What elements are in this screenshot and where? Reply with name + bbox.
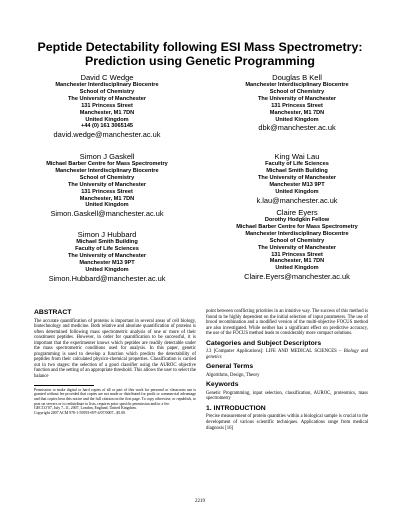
author-block-hubbard <box>12 230 202 283</box>
general-terms-heading: General Terms <box>206 363 254 371</box>
author-affiliation-line: The University of Manchester <box>257 244 337 251</box>
author-email: Simon.Gaskell@manchester.ac.uk <box>50 209 164 219</box>
keywords-heading: Keywords <box>206 381 239 389</box>
author-affiliation-line: Faculty of Life Sciences <box>75 245 139 252</box>
author-affiliation-line: The University of Manchester <box>257 174 337 181</box>
author-affiliation-line: 131 Princess Street <box>271 251 323 258</box>
author-affiliation-line: 131 Princess Street <box>271 102 323 109</box>
categories-text <box>206 349 368 360</box>
author-affiliation-line: Manchester, M1 7DN <box>269 258 325 265</box>
author-block-wedge <box>12 73 202 139</box>
author-email: Simon.Hubbard@manchester.ac.uk <box>48 273 166 283</box>
copyright-notice: Copyright 2007 ACM 978-1-59593-697-4/07/0007...$5.00. <box>34 411 127 416</box>
author-affiliation-line: Manchester Interdisciplinary Biocentre <box>245 82 349 88</box>
author-email: david.wedge@manchester.ac.uk <box>53 130 161 140</box>
author-affiliation-line: Manchester Interdisciplinary Biocentre <box>55 82 159 88</box>
author-affiliation-line: Manchester M13 9PT <box>269 181 325 188</box>
author-name: David C Wedge <box>80 73 134 82</box>
abstract-text: The accurate quantification of proteins is important in several areas of cell biology, biotechnology and medicine. Both relative and absolute quantification of proteins is often determined following mass spectrometric analysis of one or more of their constituent peptides. However, in order for quantification to be successful, it is important that the experimenter knows which peptides are readily detectable under the mass spectrometric conditions used for analysis. In this paper, genetic programming is used to develop a function which predicts the detectability of peptides from their calculated physico-chemical properties. Classification is carried out in two stages: the selection of a good classifier using the AUROC objective function and the setting of an appropriate threshold. This allows the user to select the balance <box>34 318 196 379</box>
author-affiliation-line: United Kingdom <box>85 202 129 209</box>
author-email: Claire.Eyers@manchester.ac.uk <box>244 272 350 282</box>
author-block-kell <box>202 73 392 132</box>
author-affiliation-line: The University of Manchester <box>67 181 147 188</box>
categories-heading: Categories and Subject Descriptors <box>206 339 322 347</box>
author-email: dbk@manchester.ac.uk <box>258 123 336 133</box>
author-affiliation-line: Michael Barber Centre for Mass Spectrometry <box>236 223 358 230</box>
abstract-heading: ABSTRACT <box>34 309 72 316</box>
author-name: King Wai Lau <box>274 152 320 161</box>
footnote-rule <box>34 385 94 386</box>
author-email: k.lau@manchester.ac.uk <box>256 195 338 205</box>
categories-prefix: J.3 [Computer Applications]: LIFE AND MEDICAL SCIENCES – <box>206 349 344 355</box>
author-affiliation-line: +44 (0) 161 3065145 <box>80 123 134 130</box>
categories-italic: Biology and genetics <box>206 349 368 360</box>
author-affiliation-line: The University of Manchester <box>257 95 337 102</box>
author-affiliation-line: Faculty of Life Sciences <box>265 161 329 167</box>
author-affiliation-line: United Kingdom <box>275 116 319 123</box>
author-affiliation-line: Manchester Interdisciplinary Biocentre <box>245 230 349 237</box>
author-affiliation-line: United Kingdom <box>85 266 129 273</box>
author-affiliation-line: Dorothy Hodgkin Fellow <box>264 217 330 223</box>
author-affiliation-line: Manchester, M1 7DN <box>269 109 325 116</box>
author-affiliation-line: School of Chemistry <box>269 88 325 95</box>
author-affiliation-line: 131 Princess Street <box>81 102 133 109</box>
general-terms-text: Algorithms, Design, Theory <box>206 372 260 378</box>
author-affiliation-line: Manchester M13 9PT <box>79 259 135 266</box>
author-block-gaskell <box>12 152 202 218</box>
author-block-lau <box>202 152 392 205</box>
author-affiliation-line: The University of Manchester <box>67 252 147 259</box>
author-affiliation-line: 131 Princess Street <box>81 188 133 195</box>
abstract-continuation: point between conflicting priorities in an intuitive way. The success of this method is found to be highly dependent on the initial selection of input parameters. The use of brood recombination and a modified version of the multi-objective FOCUS method are also investigated. While neither has a significant effect on predictive accuracy, the use of the FOCUS method leads to considerably more compact solutions. <box>206 309 368 337</box>
author-name: Claire Eyers <box>276 208 318 217</box>
author-affiliation-line: School of Chemistry <box>79 174 135 181</box>
author-affiliation-line: United Kingdom <box>275 188 319 195</box>
author-affiliation-line: Michael Barber Centre for Mass Spectrometry <box>46 161 168 167</box>
author-affiliation-line: Michael Smith Building <box>266 167 328 174</box>
author-affiliation-line: The University of Manchester <box>67 95 147 102</box>
introduction-heading: 1. INTRODUCTION <box>206 404 266 412</box>
author-affiliation-line: School of Chemistry <box>79 88 135 95</box>
author-affiliation-line: Michael Smith Building <box>76 239 138 245</box>
introduction-text: Precise measurement of protein quantities within a biological sample is crucial to the development of various scientific techniques. Applications range from medical diagnosis [16] <box>206 414 368 431</box>
left-column <box>34 309 196 416</box>
author-affiliation-line: Manchester Interdisciplinary Biocentre <box>55 167 159 174</box>
paper-title: Peptide Detectability following ESI Mass Spectrometry: Prediction using Genetic Programming <box>37 40 363 68</box>
author-affiliation-line: School of Chemistry <box>269 237 325 244</box>
right-column <box>206 309 368 431</box>
author-name: Simon J Hubbard <box>77 230 137 239</box>
conference-info: GECCO'07, July 7–11, 2007, London, England, United Kingdom. <box>34 406 137 411</box>
keywords-text: Genetic Programming, input selection, classification, AUROC, proteomics, mass spectrometry <box>206 390 368 402</box>
author-name: Douglas B Kell <box>272 73 322 82</box>
author-block-eyers <box>202 208 392 281</box>
permission-notice: Permission to make digital or hard copies of all or part of this work for personal or classroom use is granted without fee provided that copies are not made or distributed for profit or commercial advantage and that copies bear this notice and the full citation on the first page. To copy otherwise, or republish, to post on servers or to redistribute to lists, requires prior specific permission and/or a fee. <box>34 387 196 406</box>
author-name: Simon J Gaskell <box>79 152 135 161</box>
page-number: 2219 <box>195 499 205 504</box>
author-affiliation-line: United Kingdom <box>275 265 319 272</box>
author-affiliation-line: United Kingdom <box>85 116 129 123</box>
author-affiliation-line: Manchester, M1 7DN <box>79 109 135 116</box>
author-affiliation-line: Manchester, M1 7DN <box>79 195 135 202</box>
